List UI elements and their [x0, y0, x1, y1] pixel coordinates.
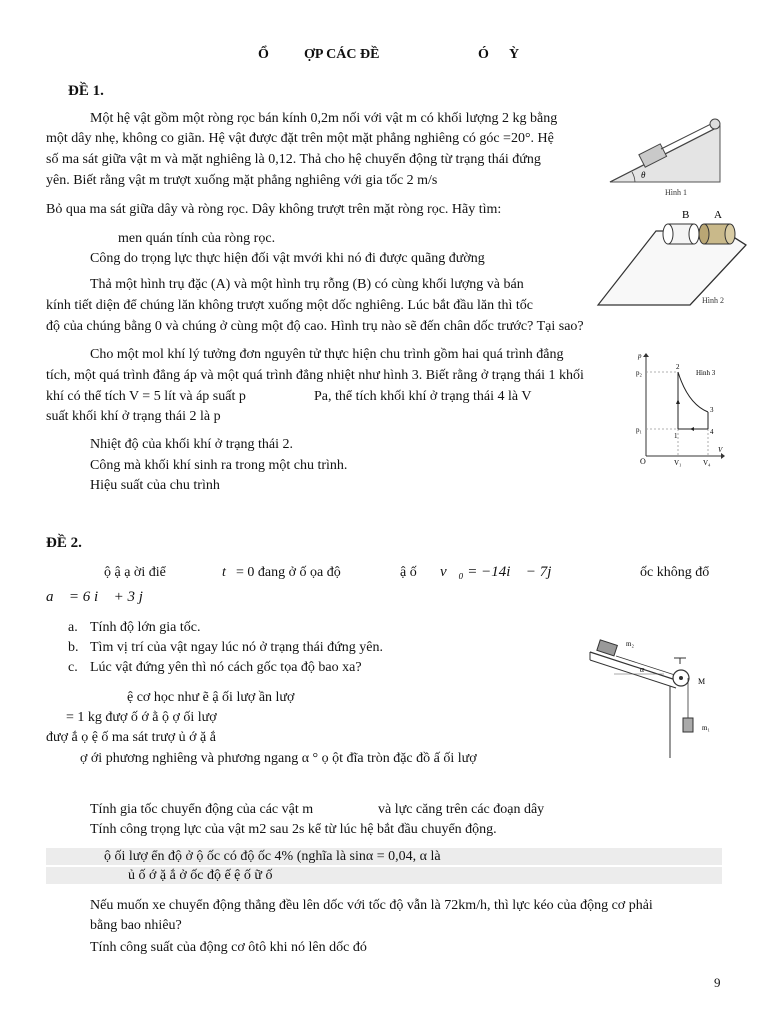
figure-1-incline — [605, 104, 725, 200]
de1-line: một dây nhẹ, không co giãn. Hệ vật được đặt trên một mặt phẳng nghiêng có góc =20°. Hệ — [46, 131, 554, 146]
de1-line: Cho một mol khí lý tưởng đơn nguyên tử thực hiện chu trình gồm hai quá trình đẳng — [90, 347, 564, 362]
de2-line1-part: v⃗₀ = −14i⃗ − 7j⃗ — [440, 564, 564, 580]
de1-line: yên. Biết rằng vật m trượt xuống mặt phẳng nghiêng với gia tốc 2 m/s — [46, 173, 438, 188]
question-line: và lực căng trên các đoạn dây — [378, 802, 545, 817]
title-part-2: ỢP CÁC ĐỀ — [304, 47, 380, 62]
title-part-1: Ổ — [258, 47, 269, 62]
m2-label: m₂ — [626, 640, 634, 648]
p2-label: p₂ — [636, 369, 642, 377]
de1-line: men quán tính của ròng rọc. — [118, 231, 276, 246]
end-line: Tính công suất của động cơ ôtô khi nó lên dốc đó — [90, 940, 367, 955]
item-text: Tính độ lớn gia tốc. — [90, 620, 201, 635]
title-part-4: Ỳ — [509, 47, 520, 62]
item-label: b. — [68, 640, 79, 655]
question-line: Tính gia tốc chuyển động của các vật m — [90, 802, 314, 817]
de1-line: Công mà khối khí sinh ra trong một chu trình. — [90, 458, 348, 473]
de1-line: Hiệu suất của chu trình — [90, 478, 220, 493]
de2-line1-part: ậ ố — [400, 565, 417, 580]
end-line: bằng bao nhiêu? — [90, 918, 182, 933]
p1-label: p₁ — [636, 426, 642, 434]
figure-2-caption: Hình 2 — [702, 296, 724, 305]
figure-1-caption: Hình 1 — [665, 188, 687, 197]
fragment-line: đượ ắ ọ ệ ố ma sát trượ ủ ớ ặ ắ — [46, 730, 216, 745]
fragment-line: = 1 kg đượ ố ớ ằ ộ ợ ối lượ — [66, 710, 217, 725]
shaded-line: ủ ố ớ ặ ắ ở ốc độ ế ệ ố ữ ố — [128, 868, 273, 883]
de1-heading: ĐỀ 1. — [68, 83, 104, 99]
figure-4-pulley-system — [584, 638, 724, 764]
cylinder-a — [699, 224, 735, 244]
origin-label: O — [640, 457, 646, 466]
fragment-line: ệ cơ học như ẽ ậ ối lượ ần lượ — [127, 690, 295, 705]
de1-line: độ của chúng bằng 0 và chúng ở cùng một độ cao. Hình trụ nào sẽ đến chân dốc trước? Tại sao? — [46, 319, 584, 334]
fragment-line: ợ ới phương nghiêng và phương ngang α ° ọ ột đĩa tròn đặc đồ ấ ối lượ — [80, 751, 477, 766]
de1-line: Bỏ qua ma sát giữa dây và ròng rọc. Dây không trượt trên mặt ròng rọc. Hãy tìm: — [46, 202, 502, 217]
point-label: 4 — [710, 428, 714, 436]
de1-line: khí có thể tích V = 5 lít và áp suất p — [46, 389, 246, 404]
v-axis-label: V — [718, 446, 723, 454]
de2-line1-part: ốc không đổ — [640, 565, 710, 580]
point-label: 3 — [710, 406, 714, 414]
m1-label: m₁ — [702, 724, 710, 732]
item-text: Lúc vật đứng yên thì nó cách gốc tọa độ bao xa? — [90, 660, 362, 675]
de1-line: Công do trọng lực thực hiện đối vật mvới khi nó đi được quãng đường — [90, 251, 485, 266]
label-b: B — [682, 209, 690, 221]
p-axis-label: p — [638, 352, 642, 360]
angle-label: θ — [641, 170, 646, 180]
m-label: M — [698, 677, 706, 686]
item-text: Tìm vị trí của vật ngay lúc nó ở trạng thái đứng yên. — [90, 640, 383, 655]
point-label: 2 — [676, 363, 680, 371]
de1-line: suất khối khí ở trạng thái 2 là p — [46, 409, 221, 424]
figure-3-pv-diagram — [636, 352, 728, 470]
v4-label: V₄ — [703, 459, 711, 467]
point-label: 1 — [674, 432, 678, 440]
shaded-line: ộ ối lượ ển độ ở ộ ốc có độ ốc 4% (nghĩa là sinα = 0,04, α là — [104, 849, 441, 864]
cylinder-b — [663, 224, 699, 244]
label-a: A — [714, 209, 722, 221]
de1-line: Pa, thể tích khối khí ở trạng thái 4 là V — [314, 389, 532, 404]
de1-line: số ma sát giữa vật m và mặt nghiêng là 0,12. Thả cho hệ chuyển động từ trạng thái đứng — [46, 152, 541, 167]
de1-line: Một hệ vật gồm một ròng rọc bán kính 0,2m nối với vật m có khối lượng 2 kg bằng — [90, 111, 558, 126]
de1-line: kính tiết diện để chúng lăn không trượt xuống một dốc nghiêng. Lúc bắt đầu lăn thì tốc — [46, 298, 534, 313]
figure-2-cylinders — [594, 205, 750, 313]
page-number: 9 — [714, 975, 721, 990]
de1-line: Nhiệt độ của khối khí ở trạng thái 2. — [90, 437, 293, 452]
block-m2 — [597, 640, 618, 656]
block-m1 — [683, 718, 693, 732]
item-label: c. — [68, 660, 78, 675]
de2-heading: ĐỀ 2. — [46, 535, 82, 551]
de1-line: Thả một hình trụ đặc (A) và một hình trụ rỗng (B) có cùng khối lượng và bán — [90, 277, 524, 292]
v1-label: V₁ — [674, 459, 682, 467]
de2-line1-part: ộ ậ ạ ời điể — [104, 565, 166, 580]
de2-line2: a⃗ = 6 i⃗ + 3 j⃗ — [46, 589, 155, 605]
figure-3-caption: Hình 3 — [696, 369, 716, 377]
de2-line1-part: t — [222, 565, 226, 580]
de1-line: tích, một quá trình đẳng áp và một quá trình đẳng nhiệt như hình 3. Biết rằng ở trạng thái 1 khối — [46, 368, 584, 383]
item-label: a. — [68, 620, 78, 635]
title-part-3: Ó — [478, 47, 489, 62]
question-line: Tính công trọng lực của vật m2 sau 2s kể từ lúc hệ bắt đầu chuyển động. — [90, 822, 497, 837]
pulley — [710, 119, 720, 129]
end-line: Nếu muốn xe chuyển động thẳng đều lên dốc với tốc độ vẫn là 72km/h, thì lực kéo của động cơ phải — [90, 898, 653, 913]
de2-line1-part: = 0 đang ở ố ọa độ — [236, 565, 341, 580]
alpha-label: α — [640, 665, 645, 674]
